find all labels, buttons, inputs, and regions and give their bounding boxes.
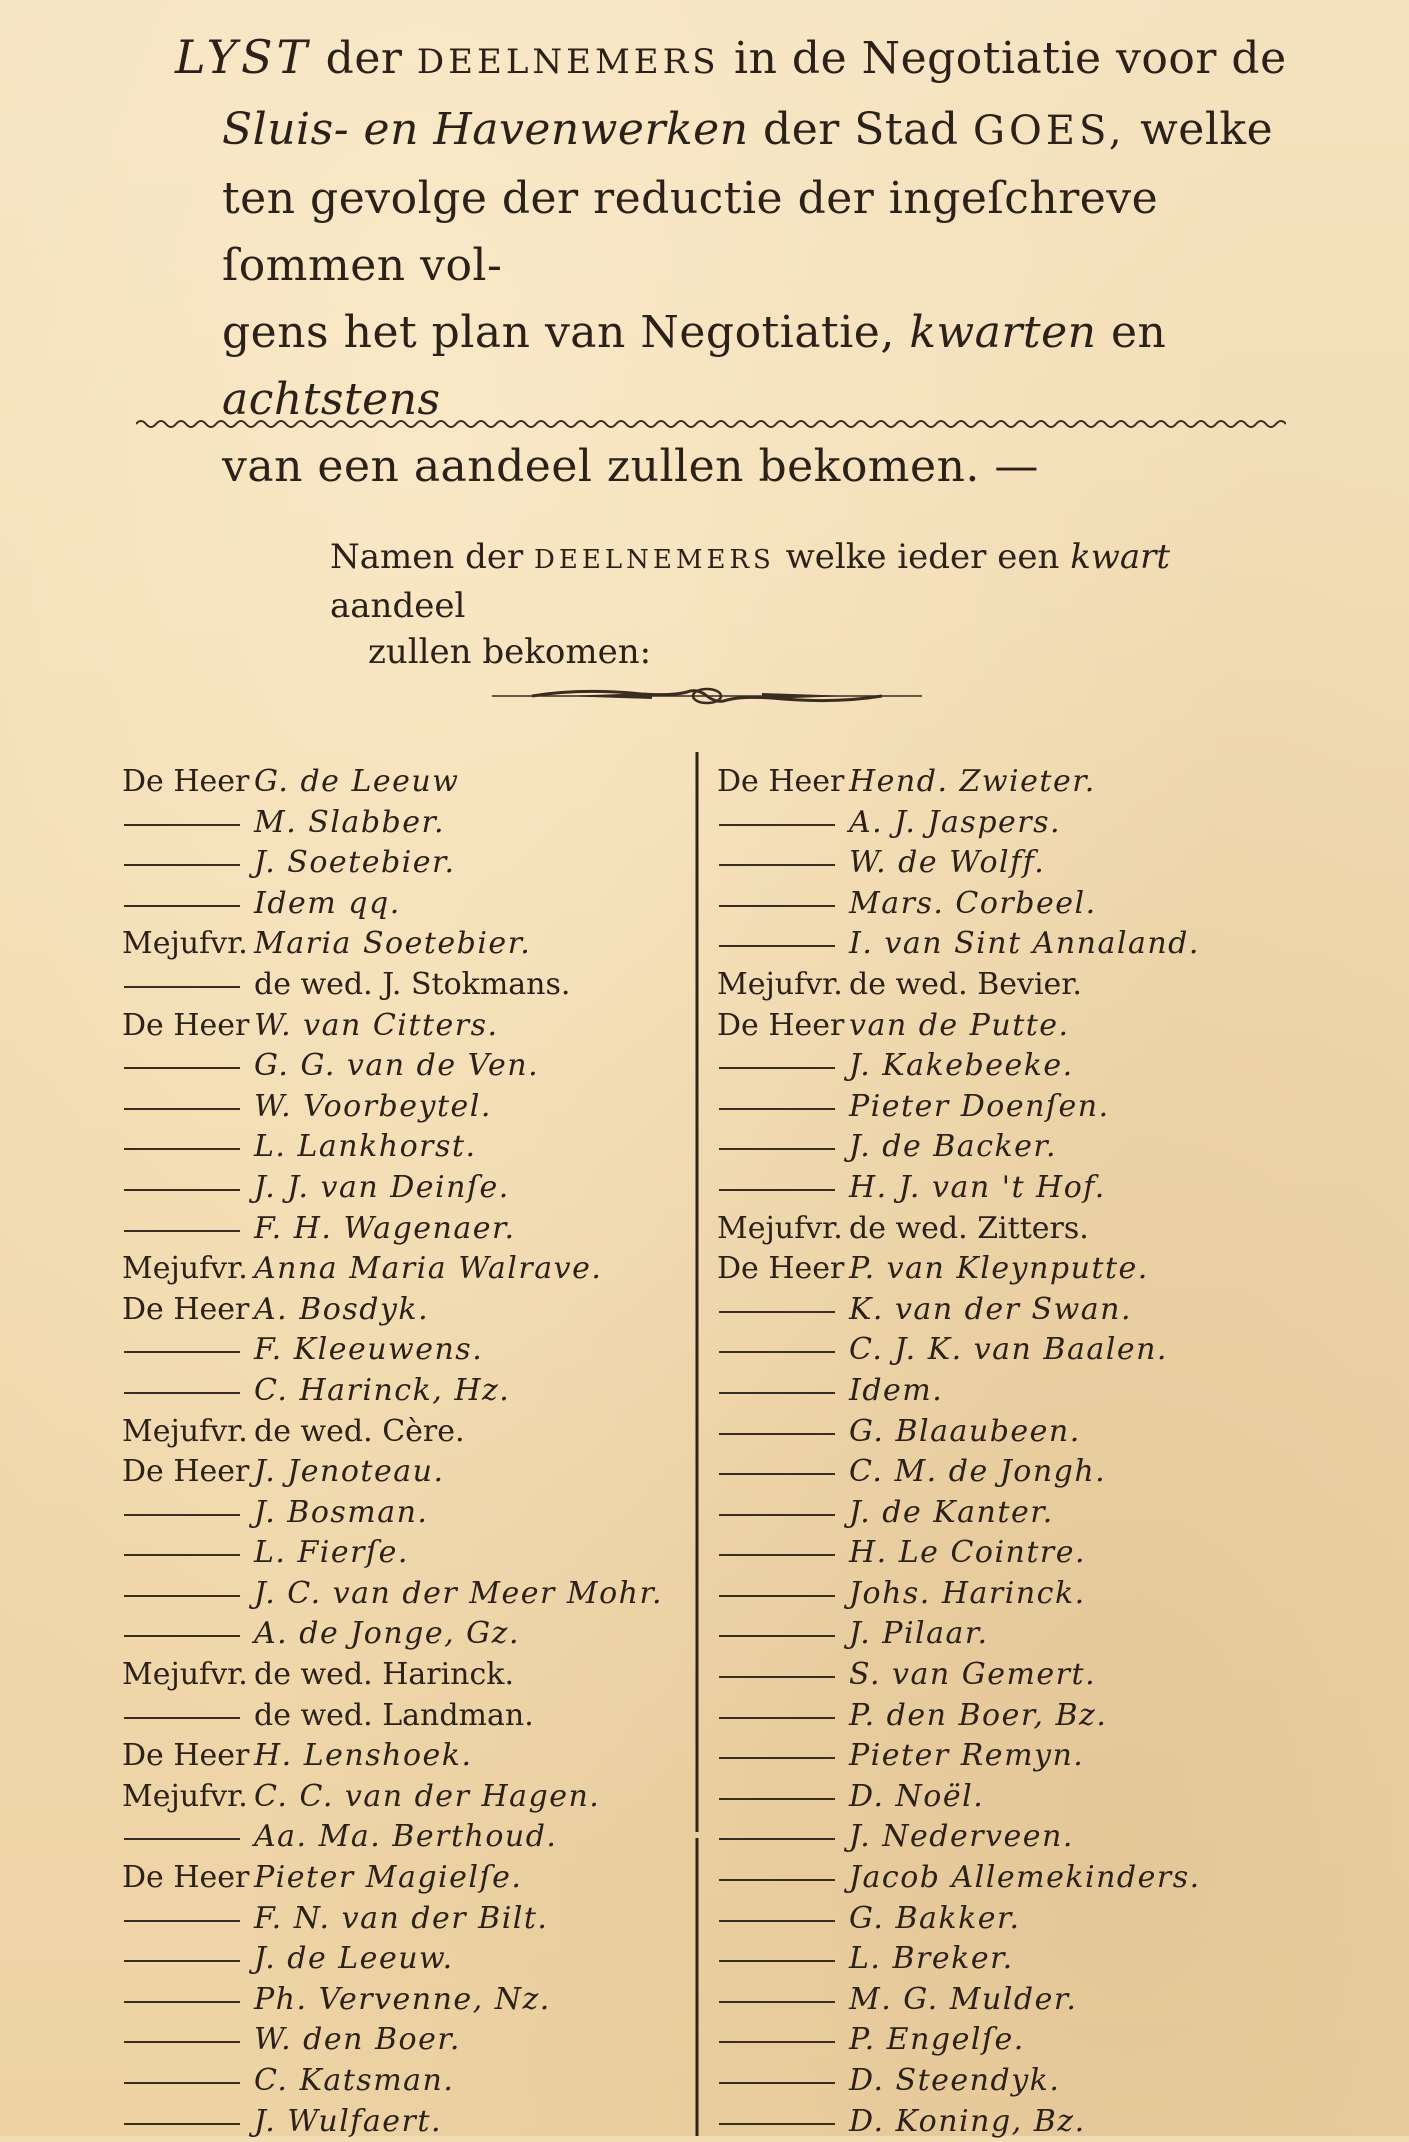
list-entry: [717, 1209, 1201, 1250]
entry-title: De Heer: [717, 1251, 845, 1287]
entry-name: van de Putte.: [849, 1007, 1070, 1043]
list-entry: [717, 1371, 1201, 1412]
ditto-dash: [122, 1055, 254, 1075]
entry-name: C. J. K. van Baalen.: [849, 1332, 1168, 1368]
list-entry: [717, 803, 1201, 844]
entry-title: De Heer: [122, 764, 250, 799]
list-entry: [122, 2020, 663, 2061]
entry-name: H. Lenshoek.: [254, 1738, 473, 1774]
ditto-dash: [717, 933, 849, 953]
entry-name: Idem qq.: [254, 885, 401, 921]
title-line3: ten gevolge der reductie der ingeſchreve ſommen vol-: [222, 173, 1159, 291]
entry-name: S. van Gemert.: [849, 1657, 1097, 1693]
ditto-dash: [717, 852, 849, 872]
wavy-rule-divider: [136, 416, 1286, 432]
list-entry: [717, 762, 1201, 803]
list-entry: [122, 965, 663, 1006]
entry-name: H. Le Cointre.: [849, 1535, 1087, 1571]
entry-name: de wed. J. Stokmans.: [254, 966, 571, 1002]
subheading-namen-der: Namen der: [330, 537, 524, 577]
ditto-dash: [717, 1786, 849, 1806]
subheading-aandeel: aandeel: [330, 586, 466, 626]
ditto-dash: [717, 1623, 849, 1643]
entry-name: M. G. Mulder.: [849, 1981, 1078, 2017]
ditto-dash: [122, 812, 254, 832]
list-entry: [122, 2061, 663, 2102]
entry-name: M. Slabber.: [254, 804, 446, 840]
entry-name: K. van der Swan.: [849, 1291, 1132, 1327]
subheading-welke: welke ieder een: [785, 537, 1060, 577]
list-entry: [122, 1209, 663, 1250]
list-entry: [717, 843, 1201, 884]
ditto-dash: [122, 893, 254, 913]
entry-name: P. Engelſe.: [849, 2022, 1025, 2058]
ditto-dash: [122, 2111, 254, 2131]
list-entry: [717, 2061, 1201, 2102]
list-entry: [717, 2020, 1201, 2061]
entry-name: Jacob Allemekinders.: [849, 1860, 1201, 1896]
ditto-dash: [122, 1380, 254, 1400]
entry-title: Mejufvr.: [717, 1210, 843, 1246]
list-entry: [717, 1452, 1201, 1493]
ditto-dash: [717, 2111, 849, 2131]
ditto-dash: [122, 1542, 254, 1562]
list-entry: [717, 1899, 1201, 1940]
entry-name: F. H. Wagenaer.: [254, 1210, 516, 1246]
entry-name: C. Katsman.: [254, 2063, 455, 2098]
ditto-dash: [717, 1745, 849, 1765]
list-entry: [122, 1371, 663, 1412]
ditto-dash: [717, 1908, 849, 1928]
ditto-dash: [717, 1380, 849, 1400]
list-entry: [122, 1574, 663, 1615]
entry-name: G. Bakker.: [849, 1900, 1021, 1936]
entry-name: J. Soetebier.: [254, 845, 456, 881]
list-entry: [717, 1777, 1201, 1818]
list-entry: [122, 1046, 663, 1087]
entry-title: Mejufvr.: [122, 1778, 248, 1814]
title-word-der: der: [325, 33, 403, 84]
entry-name: de wed. Cère.: [254, 1413, 465, 1449]
entry-name: Ph. Vervenne, Nz.: [254, 1981, 551, 2017]
ditto-dash: [717, 1502, 849, 1522]
left-name-column: [122, 762, 663, 2142]
entry-name: F. Kleeuwens.: [254, 1332, 484, 1368]
title-line4-start: gens het plan van Negotiatie,: [222, 307, 895, 358]
list-entry: [122, 1939, 663, 1980]
entry-name: Pieter Doenſen.: [849, 1088, 1110, 1124]
ditto-dash: [717, 1989, 849, 2009]
entry-name: Pieter Magielſe.: [254, 1860, 523, 1896]
entry-name: Hend. Zwieter.: [849, 764, 1096, 799]
list-entry: [717, 1736, 1201, 1777]
ditto-dash: [122, 2029, 254, 2049]
entry-name: Maria Soetebier.: [254, 926, 532, 962]
ditto-dash: [717, 1421, 849, 1441]
title-kwarten: kwarten: [909, 307, 1097, 358]
entry-name: C. M. de Jongh.: [849, 1454, 1107, 1490]
entry-name: D. Noël.: [849, 1778, 985, 1814]
ditto-dash: [122, 1705, 254, 1725]
list-entry: [717, 1412, 1201, 1453]
entry-name: F. N. van der Bilt.: [254, 1900, 549, 1936]
list-entry: [717, 1817, 1201, 1858]
entry-name: G. Blaaubeen.: [849, 1413, 1081, 1449]
list-entry: [122, 1290, 663, 1331]
entry-name: Mars. Corbeel.: [849, 885, 1097, 921]
entry-name: de wed. Landman.: [254, 1697, 534, 1733]
column-divider-rule: [695, 752, 699, 2136]
list-entry: [717, 1614, 1201, 1655]
ditto-dash: [717, 812, 849, 832]
list-entry: [717, 965, 1201, 1006]
title-line5: van een aandeel zullen bekomen. —: [222, 441, 1039, 492]
list-entry: [122, 843, 663, 884]
entry-title: De Heer: [122, 1738, 250, 1774]
ditto-dash: [122, 1339, 254, 1359]
list-entry: [122, 1614, 663, 1655]
list-entry: [717, 1858, 1201, 1899]
entry-title: Mejufvr.: [122, 1657, 248, 1693]
ditto-dash: [122, 1136, 254, 1156]
title-word-lyst: LYST: [175, 30, 312, 84]
title-welke: welke: [1140, 104, 1274, 155]
list-entry: [122, 1817, 663, 1858]
entry-title: Mejufvr.: [122, 926, 248, 962]
ditto-dash: [122, 1989, 254, 2009]
entry-name: P. van Kleynputte.: [849, 1251, 1149, 1287]
title-goes: GOES,: [973, 108, 1126, 154]
entry-name: C. Harinck, Hz.: [254, 1372, 511, 1408]
entry-title: Mejufvr.: [717, 966, 843, 1002]
list-entry: [122, 1777, 663, 1818]
list-entry: [122, 1696, 663, 1737]
ditto-dash: [717, 1177, 849, 1197]
list-entry: [717, 1980, 1201, 2021]
entry-name: J. C. van der Meer Mohr.: [254, 1575, 664, 1611]
ditto-dash: [717, 1299, 849, 1319]
entry-name: de wed. Bevier.: [849, 966, 1082, 1002]
list-entry: [122, 1736, 663, 1777]
entry-name: de wed. Zitters.: [849, 1210, 1089, 1246]
entry-title: Mejufvr.: [122, 1413, 248, 1449]
entry-name: P. den Boer, Bz.: [849, 1697, 1108, 1733]
list-entry: [122, 1127, 663, 1168]
entry-name: J. J. van Deinſe.: [254, 1169, 510, 1205]
list-entry: [122, 1452, 663, 1493]
entry-name: J. Bosman.: [254, 1494, 429, 1530]
list-entry: [717, 1290, 1201, 1331]
list-entry: [122, 884, 663, 925]
title-achtstens: achtstens: [222, 374, 441, 425]
list-entry: [717, 884, 1201, 925]
title-sluis-havenwerken: Sluis- en Havenwerken: [222, 104, 749, 155]
entry-title: Mejufvr.: [122, 1251, 248, 1287]
entry-name: Johs. Harinck.: [849, 1575, 1086, 1611]
entry-name: J. Jenoteau.: [254, 1454, 445, 1490]
ditto-dash: [122, 1177, 254, 1197]
list-entry: [717, 1168, 1201, 1209]
ditto-dash: [122, 2070, 254, 2090]
ditto-dash: [717, 1339, 849, 1359]
list-entry: [122, 924, 663, 965]
list-entry: [717, 1087, 1201, 1128]
list-entry: [122, 1493, 663, 1534]
entry-name: Idem.: [849, 1372, 944, 1408]
entry-title: De Heer: [717, 1007, 845, 1043]
ditto-dash: [717, 1136, 849, 1156]
ditto-dash: [122, 1623, 254, 1643]
title-word-deelnemers: DEELNEMERS: [416, 42, 720, 82]
entry-name: W. de Wolff.: [849, 845, 1046, 881]
list-entry: [122, 803, 663, 844]
entry-name: J. de Kanter.: [849, 1494, 1054, 1530]
list-entry: [717, 1006, 1201, 1047]
list-entry: [717, 1696, 1201, 1737]
ornament-divider: [492, 684, 922, 708]
entry-name: D. Steendyk.: [849, 2063, 1061, 2098]
list-entry: [122, 1006, 663, 1047]
list-entry: [122, 1249, 663, 1290]
entry-name: Aa. Ma. Berthoud.: [254, 1819, 558, 1855]
ditto-dash: [122, 1948, 254, 1968]
entry-title: De Heer: [122, 1454, 250, 1490]
entry-name: G. de Leeuw: [254, 764, 460, 799]
list-entry: [717, 1574, 1201, 1615]
list-entry: [122, 1412, 663, 1453]
entry-name: A. Bosdyk.: [254, 1291, 430, 1327]
ditto-dash: [717, 1664, 849, 1684]
list-entry: [122, 1087, 663, 1128]
ditto-dash: [122, 974, 254, 994]
ditto-dash: [717, 893, 849, 913]
ditto-dash: [717, 1826, 849, 1846]
list-entry: [717, 1330, 1201, 1371]
entry-name: L. Fierſe.: [254, 1535, 409, 1571]
list-subheading: [330, 534, 1290, 675]
ditto-dash: [122, 1218, 254, 1238]
list-entry: [122, 1980, 663, 2021]
ditto-dash: [717, 2029, 849, 2049]
entry-name: Pieter Remyn.: [849, 1738, 1085, 1774]
ditto-dash: [122, 852, 254, 872]
entry-name: L. Breker.: [849, 1941, 1014, 1977]
ditto-dash: [122, 1096, 254, 1116]
ditto-dash: [717, 1542, 849, 1562]
ditto-dash: [122, 1583, 254, 1603]
ditto-dash: [717, 1948, 849, 1968]
entry-name: H. J. van 't Hof.: [849, 1169, 1106, 1205]
entry-name: Anna Maria Walrave.: [254, 1251, 603, 1287]
list-entry: [717, 1939, 1201, 1980]
list-entry: [122, 1655, 663, 1696]
list-entry: [717, 1046, 1201, 1087]
list-entry: [717, 1127, 1201, 1168]
entry-name: J. Pilaar.: [849, 1616, 989, 1652]
entry-name: W. Voorbeytel.: [254, 1088, 492, 1124]
title-en: en: [1110, 307, 1167, 358]
ditto-dash: [717, 1705, 849, 1725]
list-entry: [717, 1249, 1201, 1290]
entry-name: de wed. Harinck.: [254, 1657, 515, 1693]
list-entry: [717, 924, 1201, 965]
subheading-line2: zullen bekomen:: [368, 632, 652, 672]
entry-name: J. Kakebeeke.: [849, 1048, 1074, 1084]
entry-name: A. J. Jaspers.: [849, 804, 1062, 840]
ditto-dash: [717, 1461, 849, 1481]
entry-name: D. Koning, Bz.: [849, 2103, 1086, 2139]
entry-title: De Heer: [122, 1291, 250, 1327]
list-entry: [122, 1899, 663, 1940]
entry-name: J. Wulfaert.: [254, 2103, 442, 2139]
right-name-column: [717, 762, 1201, 2142]
list-entry: [122, 762, 663, 803]
subheading-deelnemers: DEELNEMERS: [534, 545, 775, 575]
list-entry: [122, 1168, 663, 1209]
entry-name: L. Lankhorst.: [254, 1129, 477, 1165]
list-entry: [717, 1493, 1201, 1534]
ditto-dash: [717, 2070, 849, 2090]
ditto-dash: [122, 1826, 254, 1846]
ditto-dash: [717, 1867, 849, 1887]
entry-name: I. van Sint Annaland.: [849, 926, 1200, 962]
list-entry: [122, 1533, 663, 1574]
entry-title: De Heer: [717, 764, 845, 799]
list-entry: [122, 1858, 663, 1899]
list-entry: [717, 1533, 1201, 1574]
entry-title: De Heer: [122, 1860, 250, 1896]
entry-name: G. G. van de Ven.: [254, 1048, 540, 1084]
entry-name: J. de Backer.: [849, 1129, 1058, 1165]
ditto-dash: [122, 1908, 254, 1928]
entry-name: W. van Citters.: [254, 1007, 499, 1043]
ditto-dash: [717, 1583, 849, 1603]
subheading-kwart: kwart: [1070, 537, 1171, 577]
list-entry: [122, 1330, 663, 1371]
entry-title: De Heer: [122, 1007, 250, 1043]
ditto-dash: [122, 1502, 254, 1522]
entry-name: W. den Boer.: [254, 2022, 461, 2058]
ditto-dash: [717, 1055, 849, 1075]
entry-name: A. de Jonge, Gz.: [254, 1616, 520, 1652]
ditto-dash: [717, 1096, 849, 1116]
entry-name: J. de Leeuw.: [254, 1941, 454, 1977]
title-der-stad: der Stad: [763, 104, 959, 155]
list-entry: [717, 1655, 1201, 1696]
entry-name: C. C. van der Hagen.: [254, 1778, 601, 1814]
entry-name: J. Nederveen.: [849, 1819, 1074, 1855]
title-line1-rest: in de Negotiatie voor de: [734, 33, 1287, 84]
